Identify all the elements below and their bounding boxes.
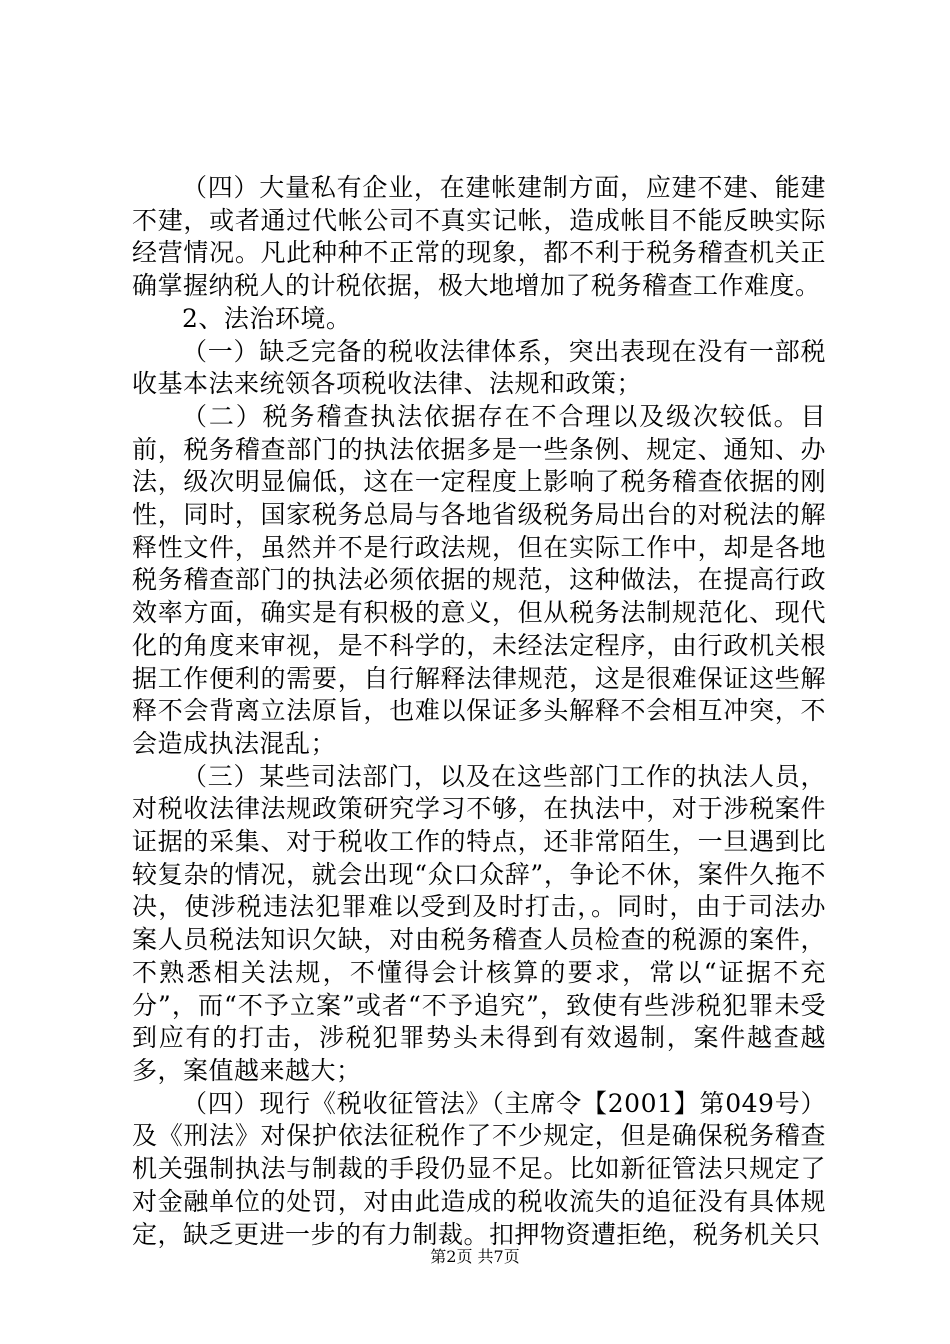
paragraph-tax-law-system: （一）缺乏完备的税收法律体系，突出表现在没有一部税收基本法来统领各项税收法律、法规和政策； xyxy=(132,336,826,399)
paragraph-enforcement-basis: （二）税务稽查执法依据存在不合理以及级次较低。目前，税务稽查部门的执法依据多是一些条例、规定、通知、办法，级次明显偏低，这在一定程度上影响了税务稽查依据的刚性，同时，国家税务总局与各地省级税务局出台的对税法的解释性文件，虽然并不是行政法规，但在实际工作中，却是各地税务稽查部门的执法必须依据的规范，这种做法，在提高行政效率方面，确实是有积极的意义，但从税务法制规范化、现代化的角度来审视，是不科学的，未经法定程序，由行政机关根据工作便利的需要，自行解释法律规范，这是很难保证这些解释不会背离立法原旨，也难以保证多头解释不会相互冲突，不会造成执法混乱； xyxy=(132,401,826,758)
paragraph-legal-environment-heading: 2、法治环境。 xyxy=(182,303,352,333)
body-text xyxy=(132,172,826,1251)
page-footer: 第2页 共7页 xyxy=(430,1247,520,1266)
paragraph-private-enterprises: （四）大量私有企业，在建帐建制方面，应建不建、能建不建，或者通过代帐公司不真实记帐，造成帐目不能反映实际经营情况。凡此种种不正常的现象，都不利于税务稽查机关正确掌握纳税人的计税依据，极大地增加了税务稽查工作难度。 xyxy=(132,173,826,301)
paragraph-judicial-departments: （三）某些司法部门，以及在这些部门工作的执法人员，对税收法律法规政策研究学习不够，在执法中，对于涉税案件证据的采集、对于税收工作的特点，还非常陌生，一旦遇到比较复杂的情况，就会出现“众口众辞”，争论不休，案件久拖不决，使涉税违法犯罪难以受到及时打击，。同时，由于司法办案人员税法知识欠缺，对由税务稽查人员检查的税源的案件，不熟悉相关法规，不懂得会计核算的要求，常以“证据不充分”，而“不予立案”或者“不予追究”，致使有些涉税犯罪未受到应有的打击，涉税犯罪势头未得到有效遏制，案件越查越多，案值越来越大； xyxy=(132,761,826,1085)
paragraph-collection-law: （四）现行《税收征管法》（主席令【2001】第049号）及《刑法》对保护依法征税作了不少规定，但是确保税务稽查机关强制执法与制裁的手段仍显不足。比如新征管法只规定了对金融单位的处罚，对由此造成的税收流失的追征没有具体规定，缺乏更进一步的有力制裁。扣押物资遭拒绝，税务机关只 xyxy=(132,1088,826,1249)
